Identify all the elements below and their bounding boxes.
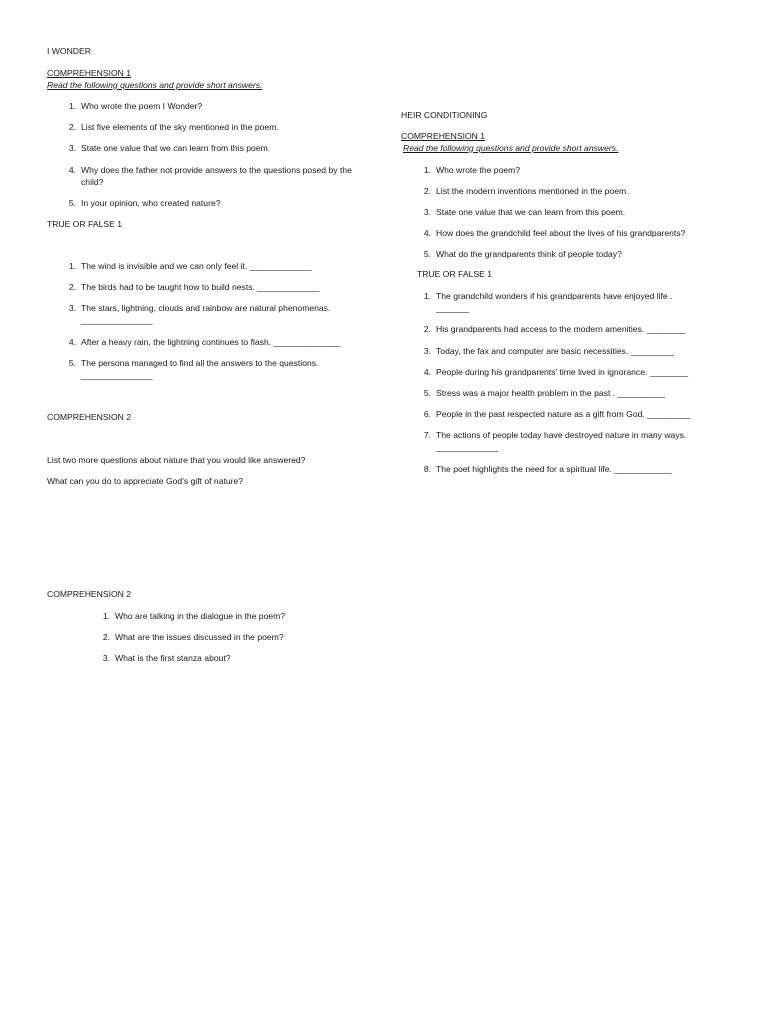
left-comp2b-heading: COMPREHENSION 2 bbox=[47, 589, 132, 599]
right-comp1-instruction: Read the following questions and provide short answers. bbox=[403, 143, 619, 153]
left-comp1-instruction: Read the following questions and provide short answers. bbox=[47, 80, 263, 90]
left-comp2-heading: COMPREHENSION 2 bbox=[47, 412, 132, 422]
right-title: HEIR CONDITIONING bbox=[401, 110, 488, 120]
left-title: I WONDER bbox=[47, 46, 91, 56]
right-comp1-heading: COMPREHENSION 1 bbox=[401, 131, 486, 141]
left-comp2-question-2: What can you do to appreciate God's gift of nature? bbox=[47, 476, 244, 486]
right-tf-heading: TRUE OR FALSE 1 bbox=[417, 269, 492, 279]
left-tf-heading: TRUE OR FALSE 1 bbox=[47, 219, 122, 229]
left-comp2-question-1: List two more questions about nature that you would like answered? bbox=[47, 455, 306, 465]
left-comp1-heading: COMPREHENSION 1 bbox=[47, 68, 132, 78]
